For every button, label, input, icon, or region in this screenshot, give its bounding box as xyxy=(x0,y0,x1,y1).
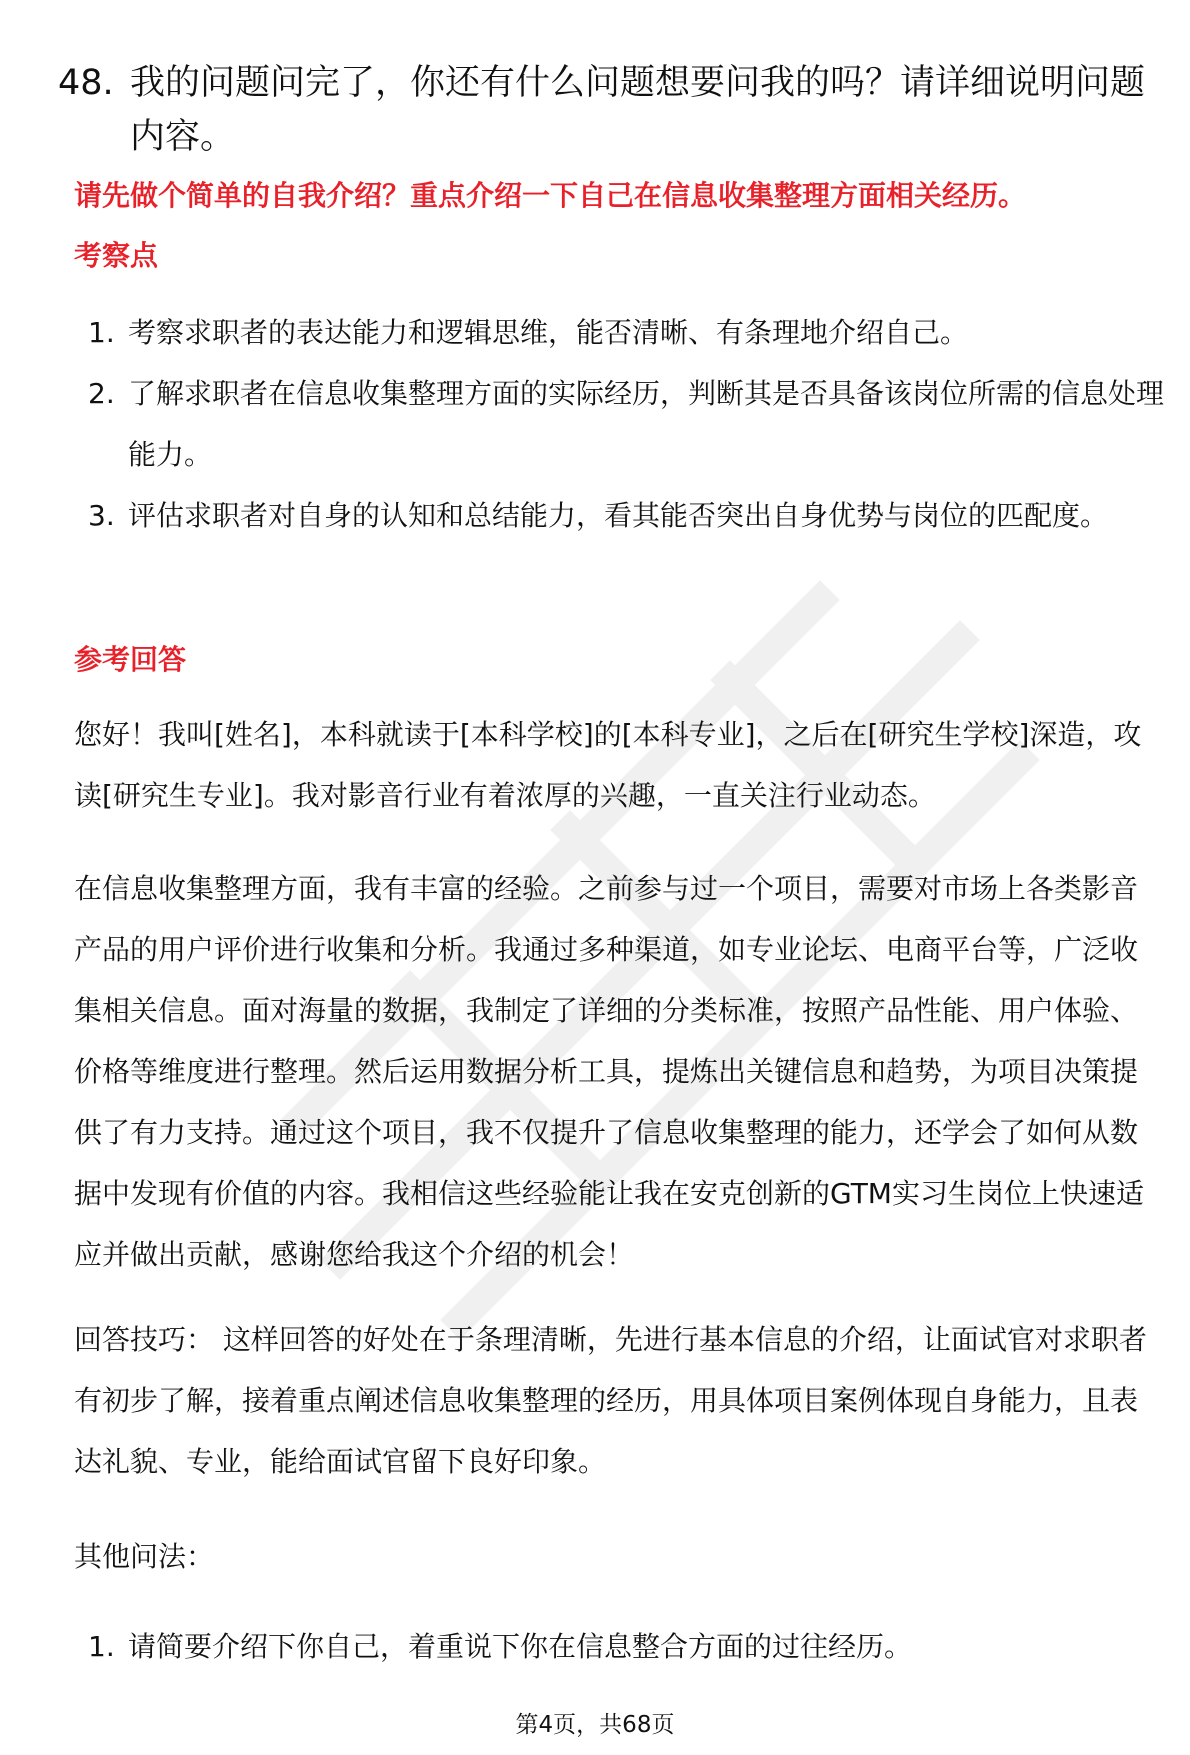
examine-heading: 考察点 xyxy=(74,239,159,272)
question-title xyxy=(58,56,1148,164)
other-heading: 其他问法： xyxy=(74,1540,215,1573)
list-item-text: 请简要介绍下你自己，着重说下你在信息整合方面的过往经历。 xyxy=(128,1630,913,1663)
list-item xyxy=(88,363,1168,485)
list-item-text: 考察求职者的表达能力和逻辑思维，能否清晰、有条理地介绍自己。 xyxy=(128,316,969,349)
answer-paragraph-1: 您好！我叫[姓名]，本科就读于[本科学校]的[本科专业]，之后在[研究生学校]深造，攻读[研究生专业]。我对影音行业有着浓厚的兴趣，一直关注行业动态。 xyxy=(74,718,1142,812)
answer-paragraph-2: 在信息收集整理方面，我有丰富的经验。之前参与过一个项目，需要对市场上各类影音产品的用户评价进行收集和分析。我通过多种渠道，如专业论坛、电商平台等，广泛收集相关信息。面对海量的数据，我制定了详细的分类标准，按照产品性能、用户体验、价格等维度进行整理。然后运用数据分析工具，提炼出关键信息和趋势，为项目决策提供了有力支持。通过这个项目，我不仅提升了信息收集整理的能力，还学会了如何从数据中发现有价值的内容。我相信这些经验能让我在安克创新的GTM实习生岗位上快速适应并做出贡献，感谢您给我这个介绍的机会！ xyxy=(74,872,1144,1271)
prompt-line: 请先做个简单的自我介绍？重点介绍一下自己在信息收集整理方面相关经历。 xyxy=(74,179,1027,212)
list-item-number: 2. xyxy=(88,377,115,410)
list-item xyxy=(88,485,1168,546)
list-item-text: 了解求职者在信息收集整理方面的实际经历，判断其是否具备该岗位所需的信息处理能力。 xyxy=(128,377,1165,471)
answer-heading: 参考回答 xyxy=(74,643,187,676)
question-text: 我的问题问完了，你还有什么问题想要问我的吗？请详细说明问题内容。 xyxy=(130,63,1146,157)
question-number: 48. xyxy=(58,63,114,103)
other-list xyxy=(88,1616,1168,1677)
list-item-number: 1. xyxy=(88,316,115,349)
page-number: 第4页，共68页 xyxy=(515,1712,675,1738)
list-item xyxy=(88,1616,1168,1677)
examine-list xyxy=(88,302,1168,546)
answer-tips: 回答技巧： 这样回答的好处在于条理清晰，先进行基本信息的介绍，让面试官对求职者有初步了解，接着重点阐述信息收集整理的经历，用具体项目案例体现自身能力，且表达礼貌、专业，能给面试官留下良好印象。 xyxy=(74,1323,1147,1478)
list-item-text: 评估求职者对自身的认知和总结能力，看其能否突出自身优势与岗位的匹配度。 xyxy=(128,499,1109,532)
list-item xyxy=(88,302,1168,363)
list-item-number: 3. xyxy=(88,499,115,532)
list-item-number: 1. xyxy=(88,1630,115,1663)
